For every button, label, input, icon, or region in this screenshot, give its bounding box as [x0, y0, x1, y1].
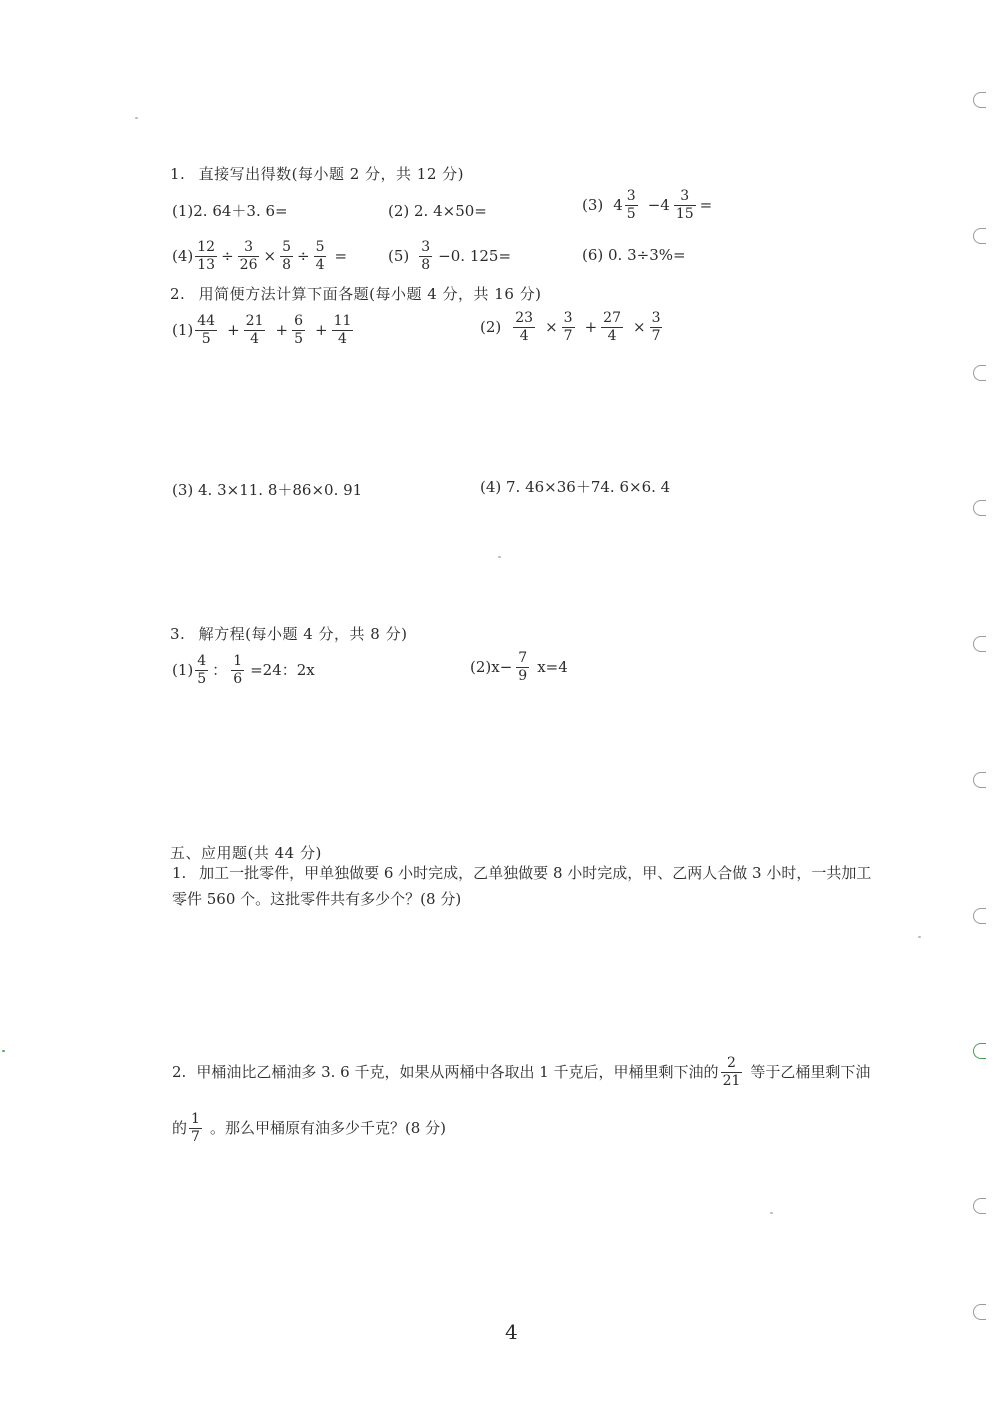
scan-speck: [135, 117, 138, 119]
q3-problem-1: [172, 654, 315, 686]
q2-problem-3: (3) 4. 3×11. 8＋86×0. 91: [172, 481, 363, 499]
q2-p1-op-1: +: [227, 320, 240, 339]
scan-speck: [2, 1050, 5, 1052]
app1-text-1: 加工一批零件，甲单独做要 6 小时完成，乙单独做要 8 小时完成，甲、乙两人合做 3 小时，一共加工: [199, 864, 872, 882]
q2-p2-fraction-4: $\frac{3}{7}$: [651, 310, 661, 344]
q3-p1-label: (1): [172, 660, 194, 679]
q2-p2-fraction-3: $\frac{27}{4}$: [603, 310, 621, 344]
q1-p3-fraction-1: $\frac{3}{5}$: [626, 188, 636, 222]
app2-fraction-2: $\frac{1}{7}$: [191, 1111, 200, 1145]
q2-problem-4: (4) 7. 46×36＋74. 6×6. 4: [480, 478, 671, 496]
q1-p4-op-1: ÷: [221, 246, 234, 265]
q3-p1-fraction-1: $\frac{4}{5}$: [197, 653, 207, 687]
q2-p2-op-2: +: [584, 317, 598, 336]
q1-p4-fraction-4: $\frac{5}{4}$: [315, 239, 325, 273]
q3-p2-rest: x=4: [537, 657, 568, 676]
q2-p2-op-3: ×: [632, 317, 646, 336]
binder-hole-mark: [973, 92, 986, 108]
binder-hole-mark: [973, 1043, 986, 1059]
q1-p4-label: (4): [172, 246, 194, 265]
section5-title: 五、应用题(共 44 分): [170, 844, 322, 862]
q2-number: 2.: [170, 285, 186, 303]
binder-hole-mark: [973, 1198, 986, 1214]
q2-p1-fraction-3: $\frac{6}{5}$: [294, 313, 303, 347]
q2-problem-2: [480, 311, 664, 343]
q3-p2-fraction: $\frac{7}{9}$: [518, 650, 528, 684]
q1-p5-fraction: $\frac{3}{8}$: [421, 239, 431, 273]
app2-text-2b: 。那么甲桶原有油多少千克？(8 分): [209, 1118, 446, 1137]
q1-p4-fraction-2: $\frac{3}{26}$: [239, 239, 258, 273]
q2-p2-label: (2): [480, 317, 502, 336]
q1-p3-equals: =: [699, 195, 713, 214]
app2-number: 2.: [172, 1062, 187, 1081]
binder-hole-mark: [973, 772, 986, 788]
q3-heading: [170, 627, 407, 642]
q1-p4-op-2: ×: [263, 246, 277, 265]
binder-hole-mark: [973, 228, 986, 244]
q1-p4-equals: =: [334, 246, 348, 265]
q2-p2-fraction-1: $\frac{23}{4}$: [515, 310, 534, 344]
binder-hole-mark: [973, 500, 986, 516]
q2-problem-1: [172, 314, 355, 346]
binder-hole-mark: [973, 908, 986, 924]
q2-p2-fraction-2: $\frac{3}{7}$: [563, 310, 573, 344]
q2-p1-fraction-2: $\frac{21}{4}$: [245, 313, 264, 347]
q2-p1-op-3: +: [314, 320, 328, 339]
q1-p3-label: (3): [582, 195, 604, 214]
page-number: 4: [505, 1320, 518, 1344]
q1-p3-whole: 4: [613, 195, 623, 214]
q1-p4-fraction-3: $\frac{5}{8}$: [282, 239, 291, 273]
q1-p5-rest: −0. 125=: [438, 246, 512, 265]
app1-line-2: 零件 560 个。这批零件共有多少个？(8 分): [172, 890, 462, 908]
app2-text-2a: 的: [172, 1118, 188, 1137]
app2-text-1b: 等于乙桶里剩下油: [750, 1062, 871, 1081]
q2-p1-fraction-1: $\frac{44}{5}$: [197, 313, 216, 347]
q2-p1-op-2: +: [275, 320, 289, 339]
q3-p2-label: (2)x−: [470, 657, 513, 676]
q1-problem-2: (2) 2. 4×50=: [388, 202, 487, 220]
binder-hole-mark: [973, 636, 986, 652]
q3-number: 3.: [170, 625, 186, 643]
app1-number: 1.: [172, 864, 187, 882]
app2-text-1a: 甲桶油比乙桶油多 3. 6 千克，如果从两桶中各取出 1 千克后，甲桶里剩下油的: [196, 1062, 719, 1081]
q2-heading: [170, 287, 542, 302]
q2-p2-op-1: ×: [545, 317, 558, 336]
q1-number: 1.: [170, 165, 186, 183]
q1-p4-op-3: ÷: [296, 246, 310, 265]
app2-fraction-1: $\frac{2}{21}$: [722, 1055, 741, 1089]
q1-problem-3: [582, 189, 714, 221]
scan-speck: [770, 1212, 773, 1214]
q1-title: 直接写出得数(每小题 2 分，共 12 分): [198, 165, 465, 183]
q1-problem-6: (6) 0. 3÷3%=: [582, 246, 686, 264]
q1-heading: [170, 167, 464, 182]
q3-title: 解方程(每小题 4 分，共 8 分): [198, 625, 408, 643]
q1-problem-4: [172, 240, 349, 272]
q3-problem-2: [470, 651, 568, 683]
q3-p1-rest: =24：2x: [250, 660, 315, 679]
q1-p5-label: (5): [388, 246, 410, 265]
q2-title: 用简便方法计算下面各题(每小题 4 分，共 16 分): [198, 285, 542, 303]
q3-p1-colon: ：: [212, 660, 228, 679]
app2-line-2: [172, 1112, 446, 1144]
app1-line-1: [172, 866, 871, 881]
app2-line-1: [172, 1056, 870, 1088]
q1-p3-operator: −4: [647, 195, 670, 214]
q3-p1-fraction-2: $\frac{1}{6}$: [233, 653, 243, 687]
q1-p4-fraction-1: $\frac{12}{13}$: [197, 239, 216, 273]
q2-p1-label: (1): [172, 320, 194, 339]
q2-p1-fraction-4: $\frac{11}{4}$: [333, 313, 352, 347]
binder-hole-mark: [973, 365, 986, 381]
q1-p3-fraction-2: $\frac{3}{15}$: [675, 188, 694, 222]
binder-hole-mark: [973, 1304, 986, 1320]
q1-problem-5: [388, 240, 511, 272]
scan-speck: [918, 936, 921, 938]
q1-problem-1: (1)2. 64＋3. 6=: [172, 202, 288, 220]
scan-speck: [498, 556, 501, 558]
